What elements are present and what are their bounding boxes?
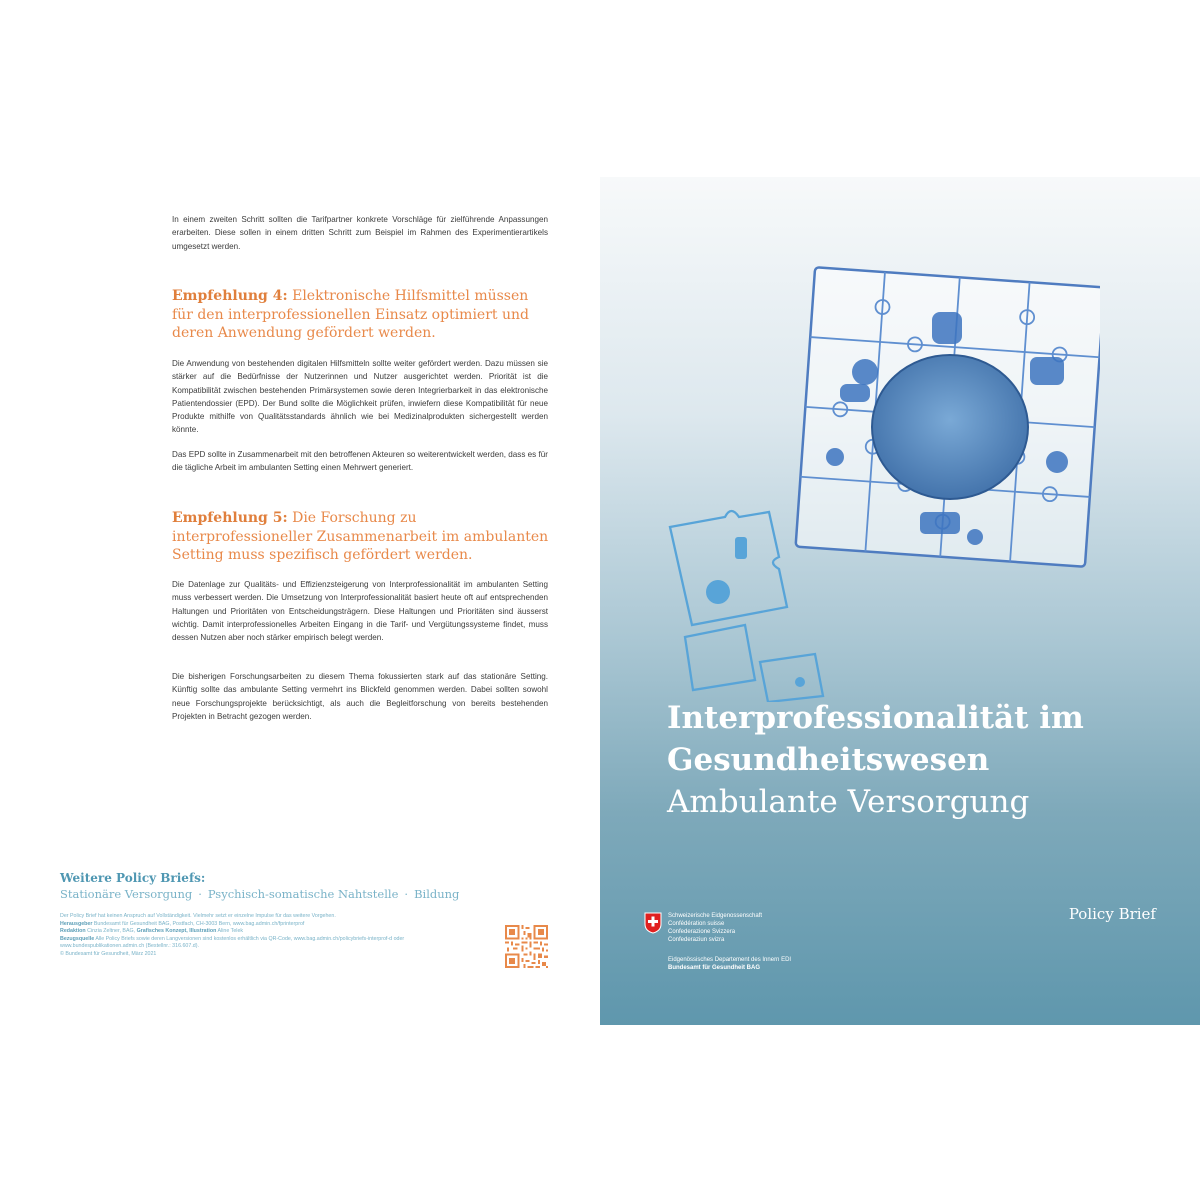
recommendation-5-heading	[172, 509, 552, 565]
more-policy-briefs-title: Weitere Policy Briefs:	[60, 871, 206, 885]
government-name: Confederaziun svizra	[668, 937, 725, 943]
recommendation-4-paragraph-1: Die Anwendung von bestehenden digitalen Hilfsmitteln sollte weiter gefördert werden. Dazu müssen sie stärker auf die Bedürfnisse der Nutzerinnen und Nutzer ausgerichtet werden. Priorität ist die Kompatibilität zwischen bestehenden Primärsystemen sowie deren Integrierbarkeit in das elektronische Patientendossier (EPD). Der Bund sollte die Möglichkeit prüfen, inwiefern diese Kompatibilität für neue Produkte mithilfe von Qualitätsstandards ähnlich wie bei Medizinalprodukten sichergestellt werden könnte.	[172, 359, 548, 435]
government-department	[668, 956, 888, 972]
cover-page	[600, 177, 1200, 1025]
more-policy-briefs-list	[60, 887, 459, 901]
source-line: Bezugsquelle Alle Policy Briefs sowie deren Langversionen sind kostenlos erhältlich via QR-Code, www.bag.admin.ch/policybriefs-interprof-d oder www.bundespublikationen.admin.ch (Bestellnr.: 316.607.d).	[60, 935, 405, 950]
swiss-flag-icon	[644, 912, 662, 934]
recommendation-5-paragraph-1: Die Datenlage zur Qualitäts- und Effizienzsteigerung von Interprofessionalität im ambulanten Setting muss verbessert werden. Die Umsetzung von Interprofessionalität basiert heute oft auf entsprechenden Haltungen und Prioritäten von Entscheidungsträgern. Diese Haltungen und Prioritäten sind äusserst wichtig. Damit interprofessionelles Arbeiten Eingang in die Tarif- und Vergütungssysteme findet, muss dessen Nutzen aber noch stärker empirisch belegt werden.	[172, 580, 548, 643]
separator: ·	[404, 887, 409, 901]
recommendation-5-paragraph-2: Die bisherigen Forschungsarbeiten zu diesem Thema fokussierten stark auf das stationäre Setting. Künftig sollte das ambulante Setting vermehrt ins Blickfeld genommen werden. Dabei sollten sowohl neue Forschungsprojekte berücksichtigt, als auch die Begleitforschung von bereits bestehenden Projekten in Betracht gezogen werden.	[172, 672, 548, 721]
recommendation-4-title: Elektronische Hilfsmittel müssen für den interprofessionellen Einsatz optimiert und deren Anwendung gefördert werden.	[172, 288, 529, 341]
puzzle-illustration	[650, 262, 1100, 702]
policy-brief-link[interactable]: Bildung	[414, 887, 460, 901]
policy-brief-label: Policy Brief	[1068, 905, 1156, 923]
department-name: Eidgenössisches Departement des Innern EDI	[668, 957, 792, 963]
separator: ·	[198, 887, 202, 901]
disclaimer: Der Policy Brief hat keinen Anspruch auf Vollständigkeit. Vielmehr setzt er einzelne Impulse für das weitere Vorgehen.	[60, 913, 336, 919]
editor-line: Redaktion Cinzia Zeltner, BAG, Grafisches Konzept, Illustration Aline Telek	[60, 928, 244, 935]
publisher-line: Herausgeber Bundesamt für Gesundheit BAG, Postfach, CH-3003 Bern, www.bag.admin.ch/fprinterprof	[60, 920, 305, 927]
recommendation-5-label: Empfehlung 5:	[172, 510, 288, 526]
policy-brief-link[interactable]: Psychisch-somatische Nahtstelle	[207, 887, 399, 901]
copyright: © Bundesamt für Gesundheit, März 2021	[60, 950, 157, 957]
cover-title-block	[667, 697, 1187, 823]
government-name: Schweizerische Eidgenossenschaft	[668, 913, 763, 919]
recommendation-4-paragraph-2: Das EPD sollte in Zusammenarbeit mit den betroffenen Akteuren so weiterentwickelt werden, dass es für die tägliche Arbeit im ambulanten Setting einen Mehrwert generiert.	[172, 450, 548, 473]
government-name: Confederazione Svizzera	[668, 929, 736, 935]
imprint	[60, 913, 480, 959]
policy-brief-link[interactable]: Stationäre Versorgung	[60, 887, 193, 901]
recommendation-4-label: Empfehlung 4:	[172, 288, 288, 304]
recommendation-5-title: Die Forschung zu interprofessioneller Zusammenarbeit im ambulanten Setting muss spezifisch gefördert werden.	[172, 510, 549, 563]
office-name: Bundesamt für Gesundheit BAG	[668, 965, 761, 971]
cover-subtitle: Ambulante Versorgung	[667, 784, 1030, 820]
intro-paragraph: In einem zweiten Schritt sollten die Tarifpartner konkrete Vorschläge für zielführende Anpassungen erarbeiten. Diese sollen in einem dritten Schritt zum Beispiel im Rahmen des Experimentierartikels umgesetzt werden.	[172, 215, 548, 251]
cover-title: Interprofessionalität im Gesundheitswesen	[667, 700, 1084, 778]
recommendation-4-heading	[172, 287, 552, 343]
qr-code[interactable]	[505, 925, 548, 968]
government-name: Confédération suisse	[668, 921, 725, 927]
government-names	[668, 912, 868, 944]
